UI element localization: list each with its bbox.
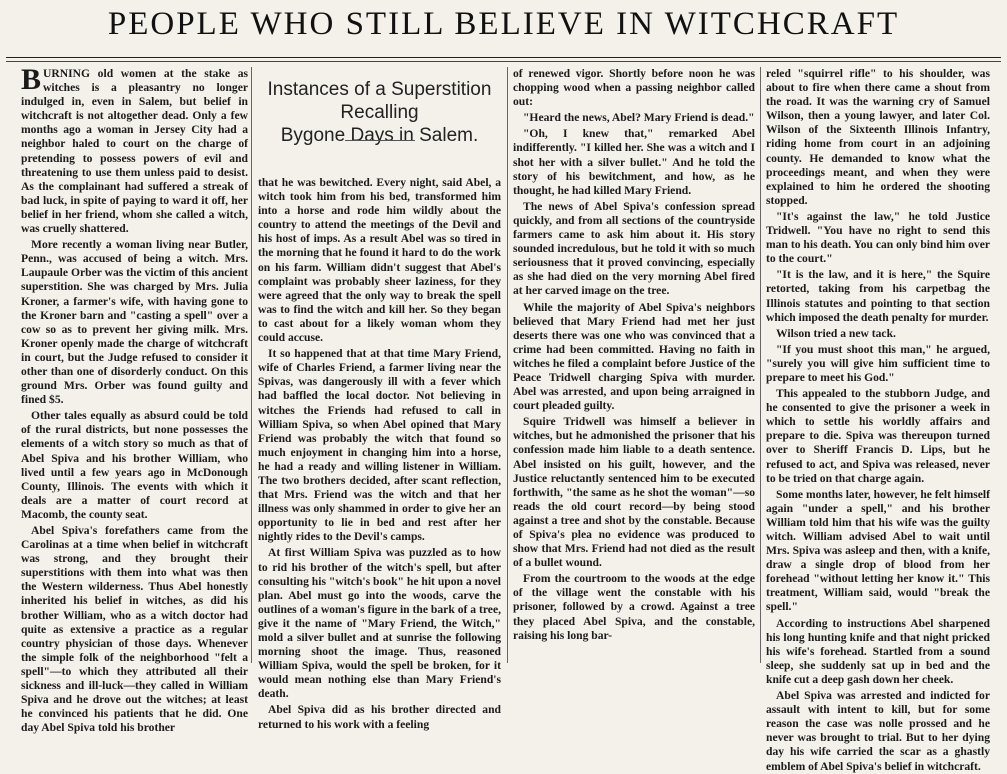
paragraph-lead: BURNING old women at the stake as witches is a pleasantry no longer indulged in, even in Salem, but belief in witchcraft is not altogether dead. Only a few months ago a woman in Jersey City had a neighbor haled to court on the charge of pretending to possess powers of evil and threatening to use them unless paid to desist. As the complainant had suffered a streak of bad luck, in spite of paying to ward it off, her belief in her friend, whom she called a witch, was cruelly shattered. [21,63,248,236]
paragraph: Abel Spiva was arrested and indicted for assault with intent to kill, but for some reason the case was nolle prossed and he never was brought to trial. But to her dying day his wife carried the scar as a ghastly emblem of Abel Spiva's belief in witchcraft. [766,689,990,773]
subheadline-line-2: Bygone Days in Salem. [280,125,479,146]
paragraph: "Oh, I knew that," remarked Abel indifferently. "I killed her. She was a witch and I shot her with a silver bullet." And he told the story of his bewitchment, and how, as he thought, he had killed Mary Friend. [513,127,755,197]
paragraph: Abel Spiva did as his brother directed and returned to his work with a feeling [258,703,501,731]
paragraph: "If you must shoot this man," he argued, "surely you will give him sufficient time to prepare to meet his God." [766,342,990,384]
paragraph: This appealed to the stubborn Judge, and he consented to give the prisoner a week in which to settle his worldly affairs and prepare to die. Spiva was thereupon turned over to Sheriff Francis D. Lips, but he refused to act, and Spiva was released, never to be tried on that charge again. [766,387,990,485]
paragraph: Some months later, however, he felt himself again "under a spell," and his brother William told him that his wife was the guilty witch. William advised Abel to wait until Mrs. Spiva was asleep and then, with a knife, draw a single drop of blood from her forehead "without letting her know it." This treatment, William said, would "break the spell." [766,487,990,614]
column-divider [760,67,761,663]
paragraph: While the majority of Abel Spiva's neighbors believed that Mary Friend had met her just deserts there was one who was convinced that a crime had been committed. Having no faith in witches he filed a complaint before Justice of the Peace Tridwell charging Spiva with murder. Abel was arrested, and upon being arraigned in court pleaded guilty. [513,300,755,413]
paragraph: "It is the law, and it is here," the Squire retorted, taking from his carpetbag the Illinois statutes and pointing to that section which imposed the death penalty for murder. [766,268,990,324]
paragraph: At first William Spiva was puzzled as to how to rid his brother of the witch's spell, but after consulting his "witch's book" he hit upon a novel plan. Abel must go into the woods, carve the outlines of a woman's figure in the bark of a tree, give it the name of "Mary Friend, the Witch," mold a silver bullet and at sunrise the following morning shoot the image. Thus, reasoned William Spiva, would the spell be broken, for it would mean nothing else than Mary Friend's death. [258,546,501,701]
headline-rule-thin [6,61,1001,62]
paragraph: Wilson tried a new tack. [776,326,896,340]
column-divider [507,67,508,663]
subheadline [258,78,501,147]
paragraph: From the courtroom to the woods at the edge of the village went the constable with his prisoner, followed by a crowd. Against a tree they placed Abel Spiva, and the constable, raising his long bar- [513,572,755,642]
paragraph: The news of Abel Spiva's confession spread quickly, and from all sections of the countryside farmers came to ask him about it. His story sounded incredulous, but he told it with so much seriousness that it proved convincing, especially as she had died on the very morning Abel fired at her carved image on the tree. [513,199,755,298]
column-4 [766,67,990,773]
paragraph: It so happened that at that time Mary Friend, wife of Charles Friend, a farmer living near the Spivas, was dangerously ill with a fever which had baffled the local doctor. Not believing in witches the Friends had refused to call in William Spiva, so when Abel opined that Mary Friend was probably the witch that found so much enjoyment in changing him into a horse, he had a ready and willing listener in William. The two brothers decided, after scant reflection, that Mrs. Friend was the witch and that her illness was only shammed in order to give her an opportunity to lie in bed and rest after her nightly rides to the Devil's camps. [258,347,501,544]
paragraph: More recently a woman living near Butler, Penn., was accused of being a witch. Mrs. Laupaule Orber was the victim of this ancient superstition. She was charged by Mrs. Julia Kroner, a farmer's wife, with having gone to the Kroner barn and "casting a spell" over a cow so as to prevent her giving milk. Mrs. Kroner openly made the charge of witchcraft in court, but the Judge refused to consider it other than one of disorderly conduct. On this ground Mrs. Orber was found guilty and fined $5. [21,238,248,407]
column-3 [513,67,755,663]
paragraph: of renewed vigor. Shortly before noon he was chopping wood when a passing neighbor called out: [513,67,755,109]
column-1 [21,63,248,735]
headline: PEOPLE WHO STILL BELIEVE IN WITCHCRAFT [107,6,900,42]
column-2 [258,176,501,731]
column-divider [251,67,252,663]
paragraph: "It's against the law," he told Justice Tridwell. "You have no right to send this man to his death. You can only bind him over to the court." [766,209,990,266]
paragraph: reled "squirrel rifle" to his shoulder, was about to fire when there came a shout from the road. It was the warning cry of Samuel Wilson, then a young lawyer, and later Col. Wilson of the Sixteenth Illinois Infantry, riding home from court in an adjoining county. He demanded to know what the proceedings meant, and when they were explained to him he ordered the shooting stopped. [766,67,990,207]
subheadline-rule [345,140,415,141]
subheadline-line-1: Instances of a Superstition Recalling [267,79,492,123]
paragraph: Other tales equally as absurd could be told of the rural districts, but none possesses the elements of a witch story so much as that of Abel Spiva and his brother William, who lived until a few years ago in McDonough County, Illinois. The events with which it deals are a matter of court record at Macomb, the county seat. [21,409,248,521]
drop-cap: B [21,63,42,96]
paragraph: Abel Spiva's forefathers came from the Carolinas at a time when belief in witchcraft was strong, and they brought their superstitions with them into what was then the Western wilderness. Thus Abel honestly inherited his belief in witches, as did his brother William, who as a witch doctor had quite as extensive a practice as a regular country physician of those days. Whenever the simple folk of the neighborhood "felt a spell"—to which they attributed all their sickness and ill-luck—they called in William Spiva and he drove out the witches; at least he convinced his patients that he did. One day Abel Spiva told his brother [21,524,248,735]
paragraph: According to instructions Abel sharpened his long hunting knife and that night pricked his wife's forehead. Startled from a sound sleep, she suddenly sat up in bed and the knife cut a deep gash down her cheek. [766,616,990,686]
paragraph: "Heard the news, Abel? Mary Friend is dead." [523,111,755,125]
headline-rule [6,57,1001,58]
paragraph: Squire Tridwell was himself a believer in witches, but he admonished the prisoner that his confession made him liable to a death sentence. Abel insisted on his guilt, however, and the Justice reluctantly sentenced him to be executed forthwith, "the same as he shot the woman"—so reads the old court record—by being stood against a tree and shot by the constable. Because of Spiva's plea no evidence was produced to show that Mrs. Friend had not died as the result of a bullet wound. [513,415,755,570]
paragraph: that he was bewitched. Every night, said Abel, a witch took him from his bed, transformed him into a horse and rode him wildly about the country to attend the meetings of the Devil and his host of imps. As a result Abel was so tired in the morning that he found it hard to do the work on his farm. William didn't suggest that Abel's complaint was probably sheer laziness, for they were agreed that the only way to break the spell was to find the witch and kill her. So they began to cast about for a likely woman whom they could accuse. [258,176,501,345]
